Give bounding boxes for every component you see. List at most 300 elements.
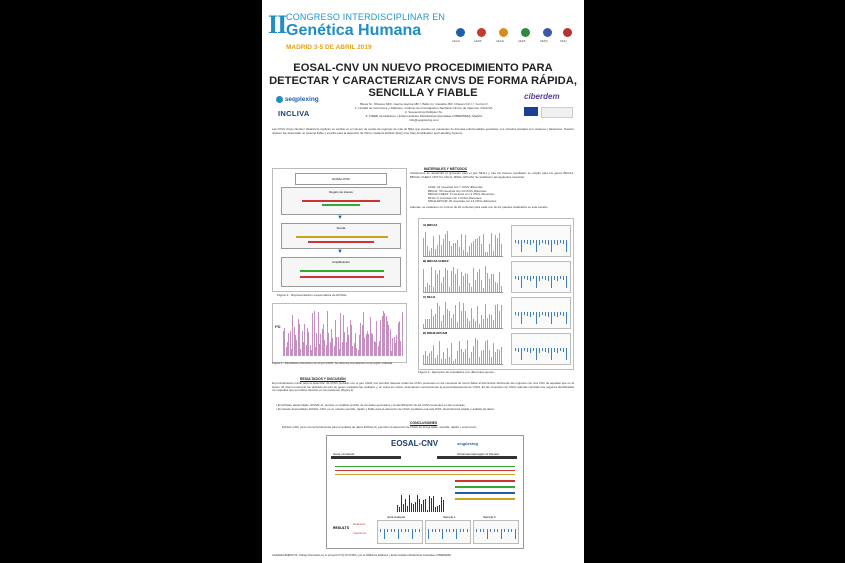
- plot-bar: [489, 244, 490, 256]
- plot-bar: [539, 312, 540, 317]
- plot-bar: [453, 529, 454, 532]
- plot-bar: [429, 353, 430, 364]
- figure-3-caption: Figura 3.- Ejemplos de resultados con diferentes genes.: [418, 370, 495, 374]
- plot-bar: [437, 245, 438, 256]
- plot-bar: [449, 357, 450, 364]
- plot-bar: [493, 274, 494, 292]
- plot-bar: [447, 348, 448, 364]
- plot-bar: [557, 240, 558, 245]
- plot-bar: [481, 315, 482, 328]
- figure-4: [326, 435, 524, 549]
- plot-bar: [423, 238, 424, 256]
- affiliation-2: 2: Sequencing Multiplex SL.: [404, 110, 444, 114]
- plot-bar: [467, 252, 468, 256]
- plot-bar: [563, 348, 564, 352]
- plot-bar: [415, 502, 416, 512]
- plot-bar: [423, 355, 424, 364]
- plot-bar: [455, 243, 456, 256]
- plot-bar: [433, 345, 434, 364]
- plot-bar: [429, 251, 430, 256]
- plot-bar: [441, 359, 442, 364]
- plot-bar: [429, 496, 430, 512]
- plot-bar: [441, 497, 442, 512]
- plot-bar: [536, 276, 537, 288]
- plot-bar: [427, 319, 428, 328]
- plot-bar: [455, 274, 456, 292]
- plot-bar: [490, 529, 491, 532]
- plot-bar: [491, 357, 492, 364]
- fig3-left-plot: [423, 264, 503, 293]
- plot-bar: [447, 309, 448, 328]
- plot-bar: [548, 348, 549, 353]
- plot-bar: [527, 240, 528, 244]
- plot-bar: [449, 241, 450, 256]
- society-logos: AEGH AEDP AEGH AEDP SEPQ SEIQ: [452, 28, 580, 50]
- plot-bar: [431, 248, 432, 256]
- plot-bar: [493, 320, 494, 328]
- plot-bar: [554, 312, 555, 316]
- plot-bar: [453, 361, 454, 364]
- plot-bar: [399, 507, 400, 512]
- results-bullet-2: • El método desarrollado, EOSAL-CNV, es un método sencillo, rápido y fiable para la detección de CNVs mediante una sola PCR, electroforesis capilar y análisis de datos.: [276, 407, 495, 411]
- plot-bar: [477, 306, 478, 328]
- footer-acknowledgements: AGRADECIMIENTOS: Trabajo financiado por el proyecto PTQ-15-07384 y por el CIBER de Diabetes y Enfermedades Metabólicas Asociadas (CIBERDEM).: [272, 554, 452, 557]
- plot-bar: [524, 276, 525, 279]
- plot-bar: [511, 529, 512, 532]
- plot-bar: [469, 321, 470, 328]
- plot-bar: [499, 350, 500, 364]
- plot-bar: [566, 276, 567, 288]
- plot-bar: [398, 529, 399, 539]
- plot-bar: [449, 529, 450, 532]
- plot-bar: [425, 351, 426, 364]
- plot-bar: [465, 349, 466, 364]
- plot-bar: [536, 348, 537, 360]
- plot-bar: [477, 340, 478, 364]
- plot-bar: [384, 529, 385, 539]
- plot-bar: [441, 283, 442, 292]
- poster: [262, 0, 584, 563]
- plot-bar: [463, 529, 464, 532]
- plot-bar: [491, 315, 492, 328]
- incliva-logo: INCLIVA: [278, 109, 310, 118]
- plot-bar: [497, 529, 498, 532]
- plot-bar: [428, 529, 429, 539]
- fig1-step-4: Amplificación: [281, 257, 401, 287]
- plot-bar: [439, 505, 440, 512]
- fig4-title: EOSAL-CNV: [391, 439, 439, 448]
- plot-bar: [483, 350, 484, 364]
- plot-bar: [504, 529, 505, 532]
- plot-bar: [425, 319, 426, 328]
- plot-bar: [405, 499, 406, 512]
- fig4-sample2-label: Sample 2: [483, 515, 496, 519]
- plot-bar: [508, 529, 509, 532]
- plot-bar: [524, 348, 525, 351]
- congress-roman: II: [268, 10, 287, 39]
- plot-bar: [427, 356, 428, 364]
- plot-bar: [425, 287, 426, 292]
- plot-bar: [483, 234, 484, 256]
- fig3-panel-label: B) BRCA2-CHEK2: [423, 259, 449, 263]
- title-line2: DETECTAR Y CARACTERIZAR CNVS DE FORMA RÁPIDA,: [269, 74, 577, 87]
- plot-bar: [451, 318, 452, 328]
- plot-bar: [542, 240, 543, 243]
- plot-bar: [465, 311, 466, 328]
- plot-bar: [485, 341, 486, 364]
- figure-1: [272, 168, 407, 292]
- plot-bar: [548, 312, 549, 317]
- plot-bar: [554, 348, 555, 352]
- plot-bar: [497, 238, 498, 256]
- materials-note: Además, se evaluaron un mínimo de 20 controles para cada uno de los paneles analizados en este estudio.: [410, 205, 549, 209]
- plot-bar: [427, 283, 428, 292]
- plot-bar: [394, 529, 395, 532]
- fig4-gene-label: Gene of interest: [333, 452, 355, 456]
- plot-bar: [566, 312, 567, 324]
- author-names: Blesa S¹, Olivares MD², García-García AB¹,³, Ballo G¹, Castella JM², Chaves FJ¹,²,³, Ivorra C²: [360, 102, 488, 106]
- affiliation-1: 1: Unidad de Genómica y Diabetes. Instituto de Investigación Sanitaria Clínico de Valencia. INCLIVA.: [354, 106, 494, 110]
- materials-list: [428, 186, 574, 204]
- plot-bar: [443, 277, 444, 292]
- plot-bar: [548, 276, 549, 281]
- plot-bar: [491, 233, 492, 256]
- plot-bar: [518, 240, 519, 244]
- plot-bar: [560, 312, 561, 315]
- fig4-result-plot: [473, 520, 519, 544]
- plot-bar: [455, 305, 456, 328]
- plot-bar: [460, 529, 461, 532]
- plot-bar: [539, 240, 540, 245]
- plot-bar: [402, 312, 403, 356]
- plot-bar: [501, 305, 502, 328]
- plot-bar: [412, 529, 413, 539]
- fig3-panel-label: A) BRCA1: [423, 223, 438, 227]
- fig1-step-3: Sonda: [281, 223, 401, 249]
- fig4-result-plots: [377, 520, 521, 544]
- fig4-deletions-label: Deletions: [353, 522, 366, 526]
- fig3-right-plot: [511, 333, 571, 365]
- plot-bar: [427, 510, 428, 512]
- plot-bar: [515, 348, 516, 351]
- plot-bar: [457, 269, 458, 292]
- plot-bar: [423, 500, 424, 512]
- plot-bar: [480, 529, 481, 532]
- fig4-gene-bar: [331, 456, 401, 459]
- ciberdem-logo: ciberdem: [524, 92, 560, 101]
- plot-bar: [551, 348, 552, 360]
- plot-bar: [441, 245, 442, 256]
- plot-bar: [447, 231, 448, 256]
- plot-bar: [446, 529, 447, 532]
- fig4-region-label: Chromosomal region of interest: [457, 452, 499, 456]
- plot-bar: [566, 348, 567, 360]
- fig2-plot: [283, 308, 403, 356]
- plot-bar: [441, 321, 442, 328]
- plot-bar: [533, 348, 534, 351]
- plot-bar: [435, 507, 436, 512]
- plot-bar: [459, 341, 460, 364]
- plot-bar: [437, 303, 438, 328]
- plot-bar: [463, 250, 464, 256]
- plot-bar: [527, 312, 528, 316]
- plot-bar: [445, 234, 446, 256]
- plot-bar: [545, 276, 546, 280]
- plot-bar: [433, 316, 434, 328]
- plot-bar: [499, 272, 500, 292]
- plot-bar: [439, 270, 440, 292]
- plot-bar: [483, 319, 484, 328]
- plot-bar: [521, 276, 522, 288]
- plot-bar: [451, 271, 452, 292]
- plot-bar: [545, 240, 546, 244]
- fig4-insertions-label: Insertions: [353, 531, 367, 535]
- plot-bar: [515, 529, 516, 539]
- plot-bar: [521, 240, 522, 252]
- plot-bar: [495, 305, 496, 328]
- plot-bar: [501, 347, 502, 364]
- plot-bar: [539, 348, 540, 353]
- list-item: MLH1: 6 muestras con 2 CNVs diferentes.: [428, 195, 483, 200]
- contact-email: info@seqplexing.com: [409, 118, 439, 122]
- plot-bar: [431, 351, 432, 364]
- results-text: El procedimiento inicial para la detección de CNVs probado con el gen LDLR nos permitió detectar todas las CNVs presentes en las muestras de forma fiable al discriminar fácilmente las regiones con una CNV de aquellas que no la tienen. El mismo protocolo fue aplicado al resto de genes mediante las multiplex y, en todos los casos, detectamos correctamente la presencia/ausencia de CNVs. En las muestras con CNVs además coinciden las regiones identificadas con aquellas que se habían descrito en los pacientes (Figura 3).: [272, 381, 574, 393]
- eu-flag-icon: [524, 107, 538, 116]
- plot-bar: [530, 348, 531, 353]
- plot-bar: [443, 352, 444, 364]
- plot-bar: [380, 529, 381, 532]
- plot-bar: [431, 498, 432, 512]
- plot-bar: [485, 252, 486, 256]
- plot-bar: [459, 247, 460, 256]
- plot-bar: [515, 276, 516, 279]
- plot-bar: [485, 304, 486, 328]
- plot-bar: [557, 312, 558, 317]
- plot-bar: [469, 283, 470, 292]
- plot-bar: [497, 349, 498, 364]
- intro-text: Las CNVs (Copy Number Variations) implican un cambio en el número de copias de regiones de más de 50bp que pueden ser causantes de diversas enfermedades genéticas. Los métodos actuales son costosos y laboriosos. Nuestro objetivo fue desarrollar un sistema fiable y sencillo para la detección de CNVs mediante EOSAL (Easy One Step Amplification and Labelling System).: [272, 128, 574, 135]
- plot-bar: [515, 312, 516, 315]
- plot-bar: [387, 529, 388, 532]
- materials-heading: MATERIALES Y MÉTODOS: [424, 167, 467, 171]
- plot-bar: [477, 272, 478, 292]
- plot-bar: [413, 504, 414, 512]
- plot-bar: [501, 286, 502, 292]
- affiliation-3: 3: CIBER de Diabetes y Enfermedades Metabólicas Asociadas (CIBERDEM), Madrid.: [365, 114, 483, 118]
- plot-bar: [455, 359, 456, 364]
- plot-bar: [447, 270, 448, 292]
- plot-bar: [554, 240, 555, 244]
- plot-bar: [423, 269, 424, 292]
- fig4-result-plot: [377, 520, 423, 544]
- plot-bar: [391, 529, 392, 532]
- plot-bar: [401, 529, 402, 532]
- plot-bar: [521, 312, 522, 324]
- plot-bar: [481, 351, 482, 364]
- plot-bar: [501, 529, 502, 539]
- plot-bar: [449, 311, 450, 328]
- fig3-right-plot: [511, 225, 571, 257]
- plot-bar: [463, 352, 464, 364]
- results-heading: RESULTADOS Y DISCUSIÓN: [300, 377, 346, 381]
- title-line1: EOSAL-CNV UN NUEVO PROCEDIMIENTO PARA: [293, 62, 553, 74]
- fig3-left-plot: [423, 336, 503, 365]
- plot-bar: [479, 357, 480, 364]
- plot-bar: [481, 244, 482, 256]
- plot-bar: [473, 346, 474, 364]
- plot-bar: [407, 506, 408, 512]
- plot-bar: [429, 319, 430, 328]
- fig2-axis-label: PD: [275, 324, 281, 329]
- plot-bar: [442, 529, 443, 539]
- plot-bar: [457, 240, 458, 256]
- plot-bar: [479, 269, 480, 292]
- plot-bar: [429, 285, 430, 292]
- plot-bar: [445, 268, 446, 292]
- plot-bar: [485, 266, 486, 292]
- seqplexing-logo: seqplexing: [276, 96, 319, 103]
- plot-bar: [563, 240, 564, 244]
- plot-bar: [479, 324, 480, 328]
- plot-bar: [443, 500, 444, 512]
- plot-bar: [433, 496, 434, 512]
- fig3-panel-label: C) MLH1: [423, 295, 436, 299]
- plot-bar: [483, 288, 484, 292]
- plot-bar: [521, 348, 522, 360]
- plot-bar: [489, 350, 490, 364]
- plot-bar: [495, 352, 496, 364]
- plot-bar: [542, 276, 543, 279]
- plot-bar: [457, 322, 458, 328]
- plot-bar: [494, 529, 495, 532]
- plot-bar: [539, 276, 540, 281]
- fig3-right-plot: [511, 297, 571, 329]
- plot-bar: [560, 240, 561, 243]
- plot-bar: [493, 343, 494, 364]
- fig1-arrow-icon-2: ▼: [337, 249, 343, 255]
- congress-line2: Genética Humana: [286, 22, 422, 39]
- plot-bar: [445, 302, 446, 328]
- plot-bar: [495, 282, 496, 292]
- plot-bar: [463, 303, 464, 328]
- fig4-peaks: [397, 494, 445, 512]
- plot-bar: [524, 240, 525, 243]
- plot-bar: [437, 506, 438, 512]
- plot-bar: [453, 314, 454, 328]
- plot-bar: [435, 529, 436, 532]
- plot-bar: [435, 314, 436, 328]
- plot-bar: [435, 358, 436, 364]
- title-line3: SENCILLA Y FIABLE: [368, 87, 478, 99]
- plot-bar: [439, 529, 440, 532]
- plot-bar: [467, 529, 468, 532]
- plot-bar: [451, 246, 452, 256]
- plot-bar: [463, 276, 464, 292]
- plot-bar: [431, 309, 432, 328]
- plot-bar: [487, 318, 488, 328]
- plot-bar: [459, 286, 460, 292]
- plot-bar: [437, 274, 438, 292]
- plot-bar: [475, 321, 476, 328]
- plot-bar: [554, 276, 555, 280]
- congress-dates: MADRID 3-5 DE ABRIL 2019: [286, 44, 372, 51]
- plot-bar: [439, 341, 440, 364]
- plot-bar: [456, 529, 457, 539]
- plot-bar: [469, 246, 470, 256]
- conclusions-text: EOSAL-CNV, junto con la herramienta para el análisis de datos EOSAL-R, permiten la detección de CNVs de forma fiable, sencilla, rápida y económica.: [282, 425, 477, 429]
- plot-bar: [461, 272, 462, 292]
- plot-bar: [551, 240, 552, 252]
- fig3-left-plot: [423, 300, 503, 329]
- plot-bar: [427, 246, 428, 256]
- plot-bar: [469, 358, 470, 364]
- fig1-step-2: Región de interés: [281, 187, 401, 215]
- plot-bar: [560, 348, 561, 351]
- plot-bar: [557, 276, 558, 281]
- plot-bar: [465, 273, 466, 292]
- plot-bar: [457, 351, 458, 364]
- plot-bar: [487, 340, 488, 364]
- seqplexing-icon: [276, 96, 283, 103]
- plot-bar: [471, 287, 472, 292]
- plot-bar: [566, 240, 567, 252]
- plot-bar: [487, 273, 488, 292]
- plot-bar: [557, 348, 558, 353]
- plot-bar: [419, 499, 420, 513]
- plot-bar: [497, 304, 498, 328]
- plot-bar: [545, 312, 546, 316]
- plot-bar: [533, 312, 534, 315]
- plot-bar: [527, 276, 528, 280]
- plot-bar: [542, 312, 543, 315]
- plot-bar: [471, 352, 472, 364]
- plot-bar: [536, 312, 537, 324]
- plot-bar: [471, 243, 472, 256]
- plot-bar: [433, 287, 434, 292]
- plot-bar: [524, 312, 525, 315]
- plot-bar: [475, 338, 476, 364]
- plot-bar: [403, 504, 404, 512]
- plot-bar: [483, 529, 484, 532]
- plot-bar: [437, 355, 438, 364]
- plot-bar: [518, 312, 519, 316]
- plot-bar: [471, 308, 472, 328]
- fig4-legend: [455, 480, 515, 504]
- plot-bar: [432, 529, 433, 532]
- plot-bar: [491, 274, 492, 292]
- plot-bar: [431, 267, 432, 292]
- list-item: MSH2-EPCAM: 20 muestras con 13 CNVs diferentes.: [428, 199, 497, 204]
- plot-bar: [449, 287, 450, 292]
- fig4-brand: seqplexing: [457, 441, 478, 446]
- list-item: BRCA1: 56 muestras con 14 CNVs diferentes.: [428, 188, 488, 193]
- plot-bar: [421, 504, 422, 512]
- funding-logo: [541, 107, 573, 118]
- plot-bar: [545, 348, 546, 352]
- plot-bar: [481, 280, 482, 292]
- plot-bar: [453, 243, 454, 256]
- plot-bar: [536, 240, 537, 252]
- plot-bar: [401, 495, 402, 512]
- plot-bar: [499, 233, 500, 256]
- plot-bar: [548, 240, 549, 245]
- fig4-results-label: RESULTS: [333, 526, 350, 530]
- fig3-panel-label: D) MSH2-EPCAM: [423, 331, 448, 335]
- plot-bar: [435, 249, 436, 256]
- plot-bar: [533, 240, 534, 243]
- plot-bar: [443, 315, 444, 328]
- plot-bar: [419, 529, 420, 532]
